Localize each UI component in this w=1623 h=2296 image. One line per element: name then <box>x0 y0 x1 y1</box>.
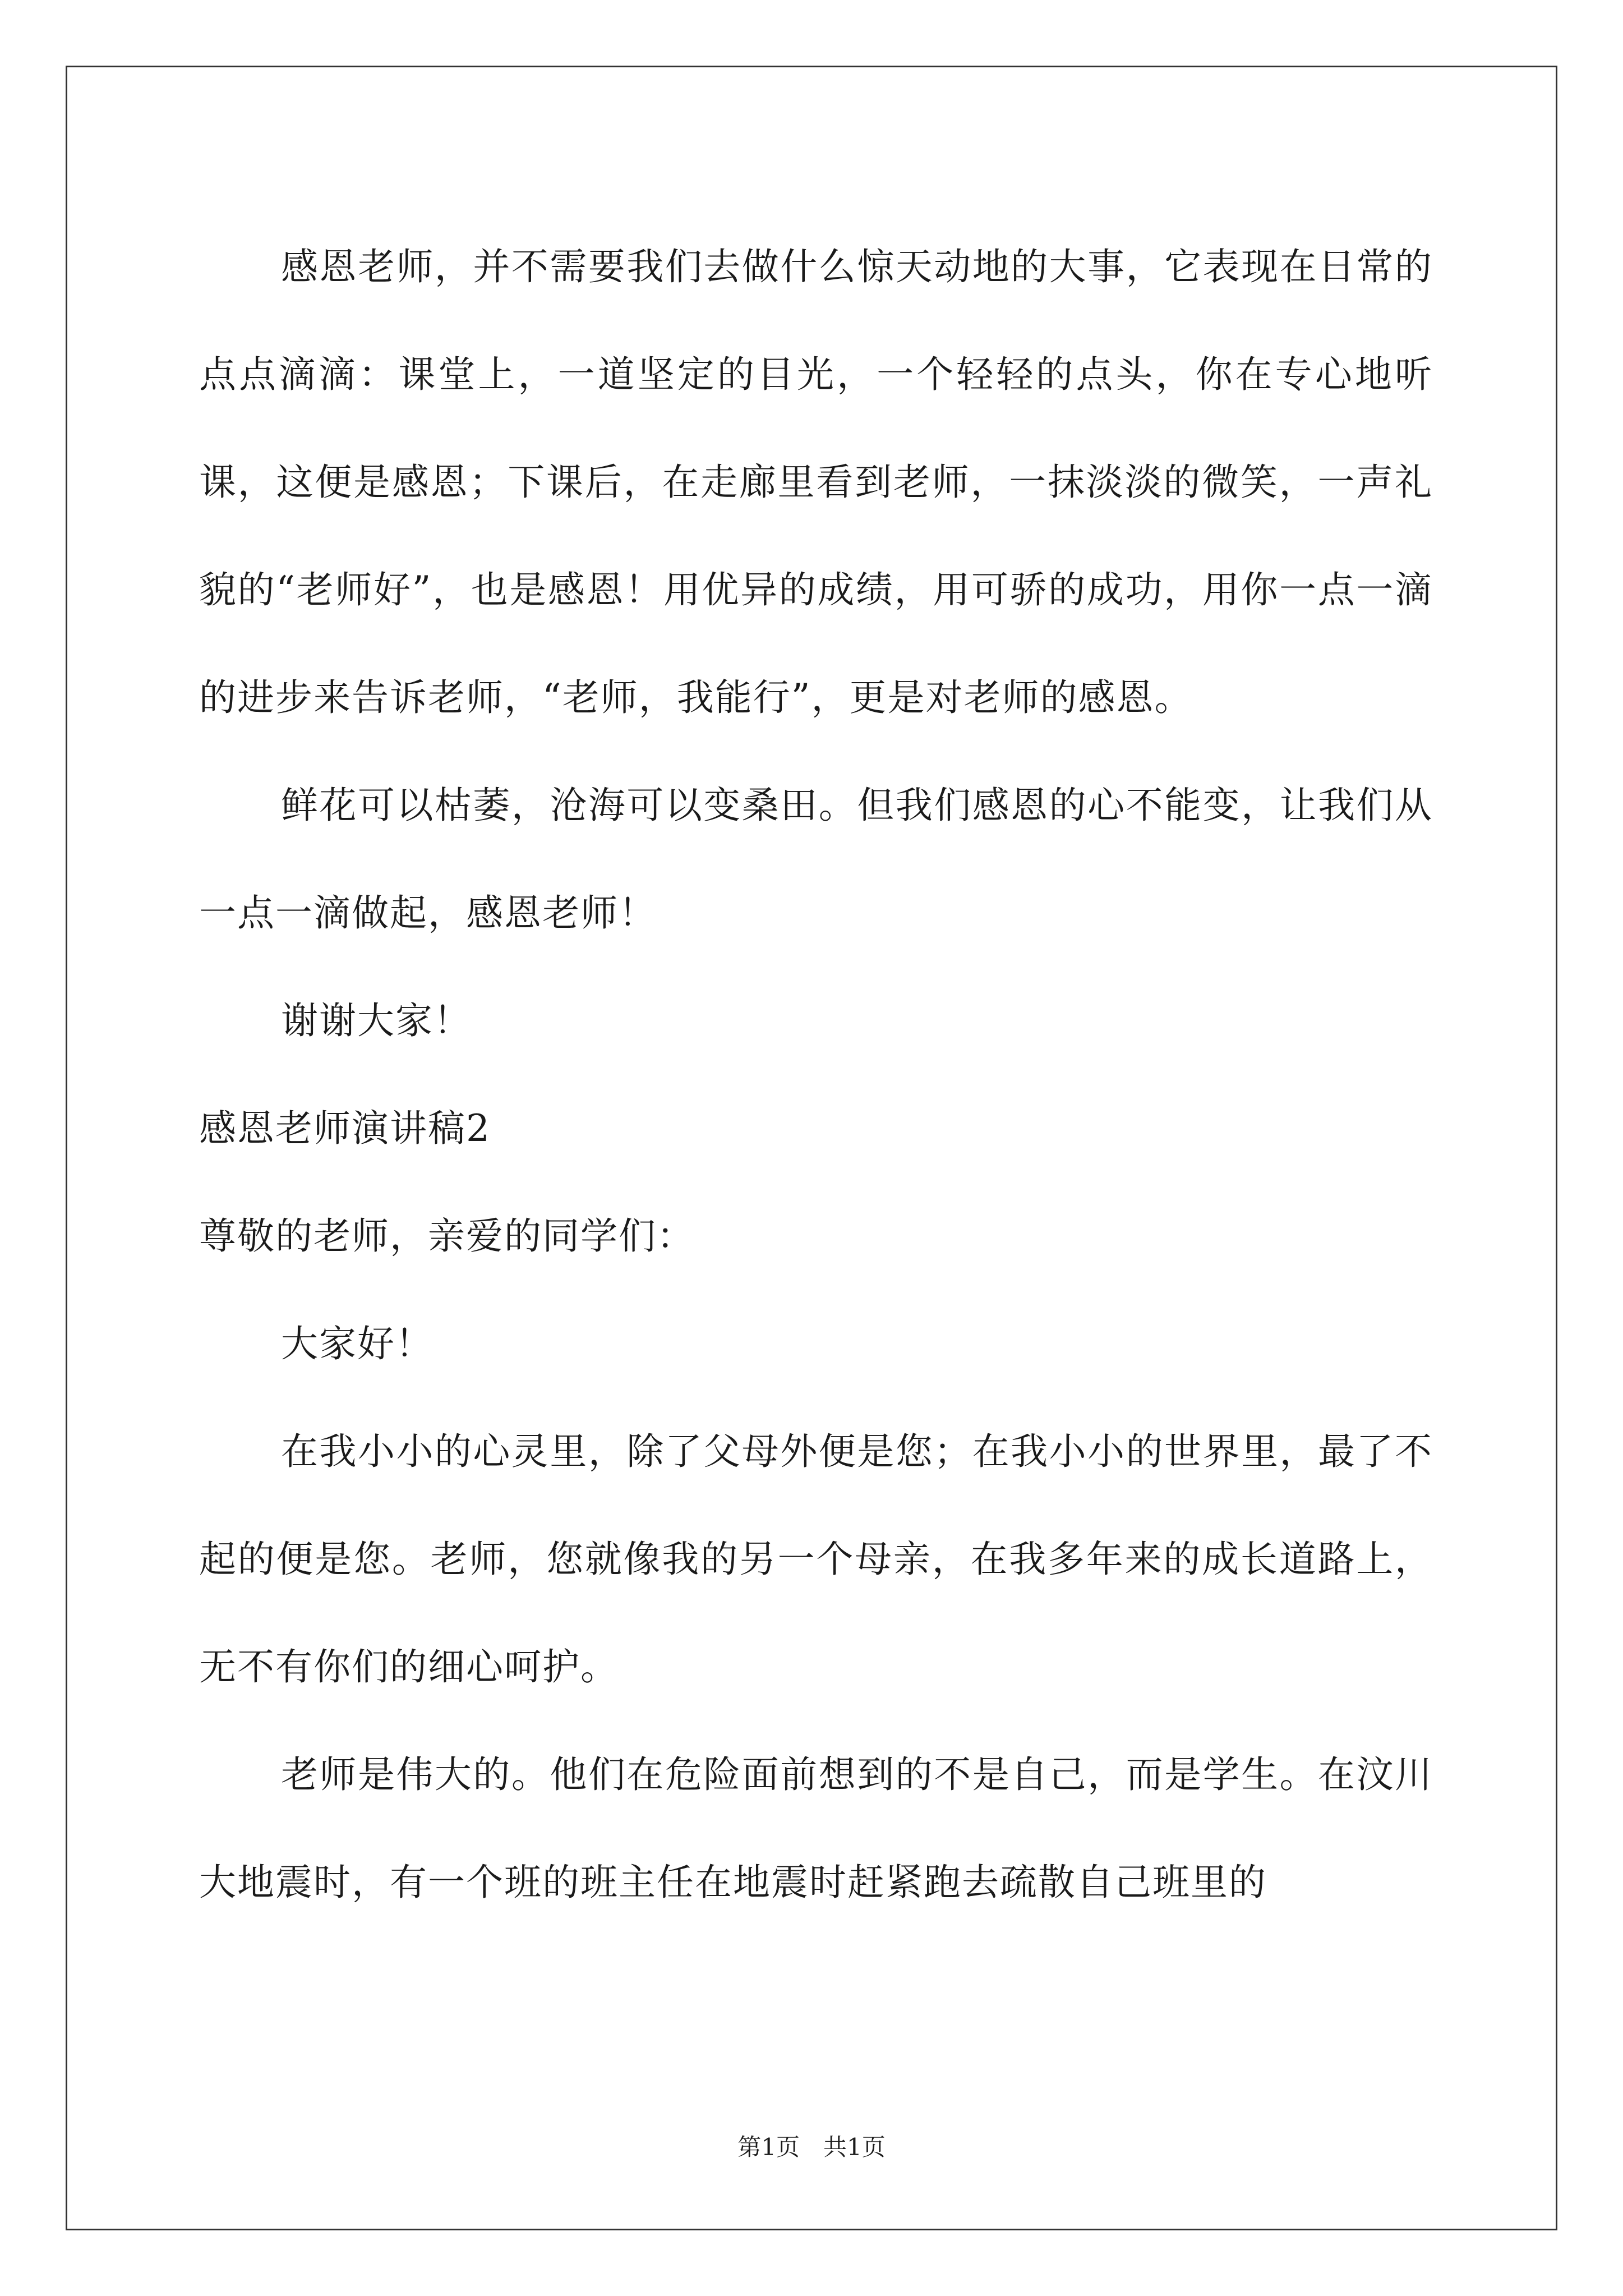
paragraph: 鲜花可以枯萎，沧海可以变桑田。但我们感恩的心不能变，让我们从一点一滴做起，感恩老师！ <box>199 784 1433 935</box>
paragraph: 在我小小的心灵里，除了父母外便是您；在我小小的世界里，最了不起的便是您。老师，您就像我的另一个母亲，在我多年来的成长道路上，无不有你们的细心呵护。 <box>199 1430 1433 1688</box>
paragraph: 谢谢大家！ <box>281 999 472 1042</box>
page-number-footer: 第1页 共1页 <box>737 2133 886 2161</box>
paragraph: 感恩老师，并不需要我们去做什么惊天动地的大事，它表现在日常的点点滴滴：课堂上，一道坚定的目光，一个轻轻的点头，你在专心地听课，这便是感恩；下课后，在走廊里看到老师，一抹淡淡的微笑，一声礼貌的“老师好”，也是感恩！用优异的成绩，用可骄的成功，用你一点一滴的进步来告诉老师，“老师，我能行”，更是对老师的感恩。 <box>199 245 1433 719</box>
document-body <box>199 213 1433 1936</box>
greeting: 大家好！ <box>281 1322 434 1365</box>
paragraph: 老师是伟大的。他们在危险面前想到的不是自己，而是学生。在汶川大地震时，有一个班的班主任在地震时赶紧跑去疏散自己班里的 <box>199 1753 1433 1904</box>
section-heading: 感恩老师演讲稿2 <box>199 1107 491 1150</box>
salutation: 尊敬的老师，亲爱的同学们： <box>199 1214 695 1258</box>
